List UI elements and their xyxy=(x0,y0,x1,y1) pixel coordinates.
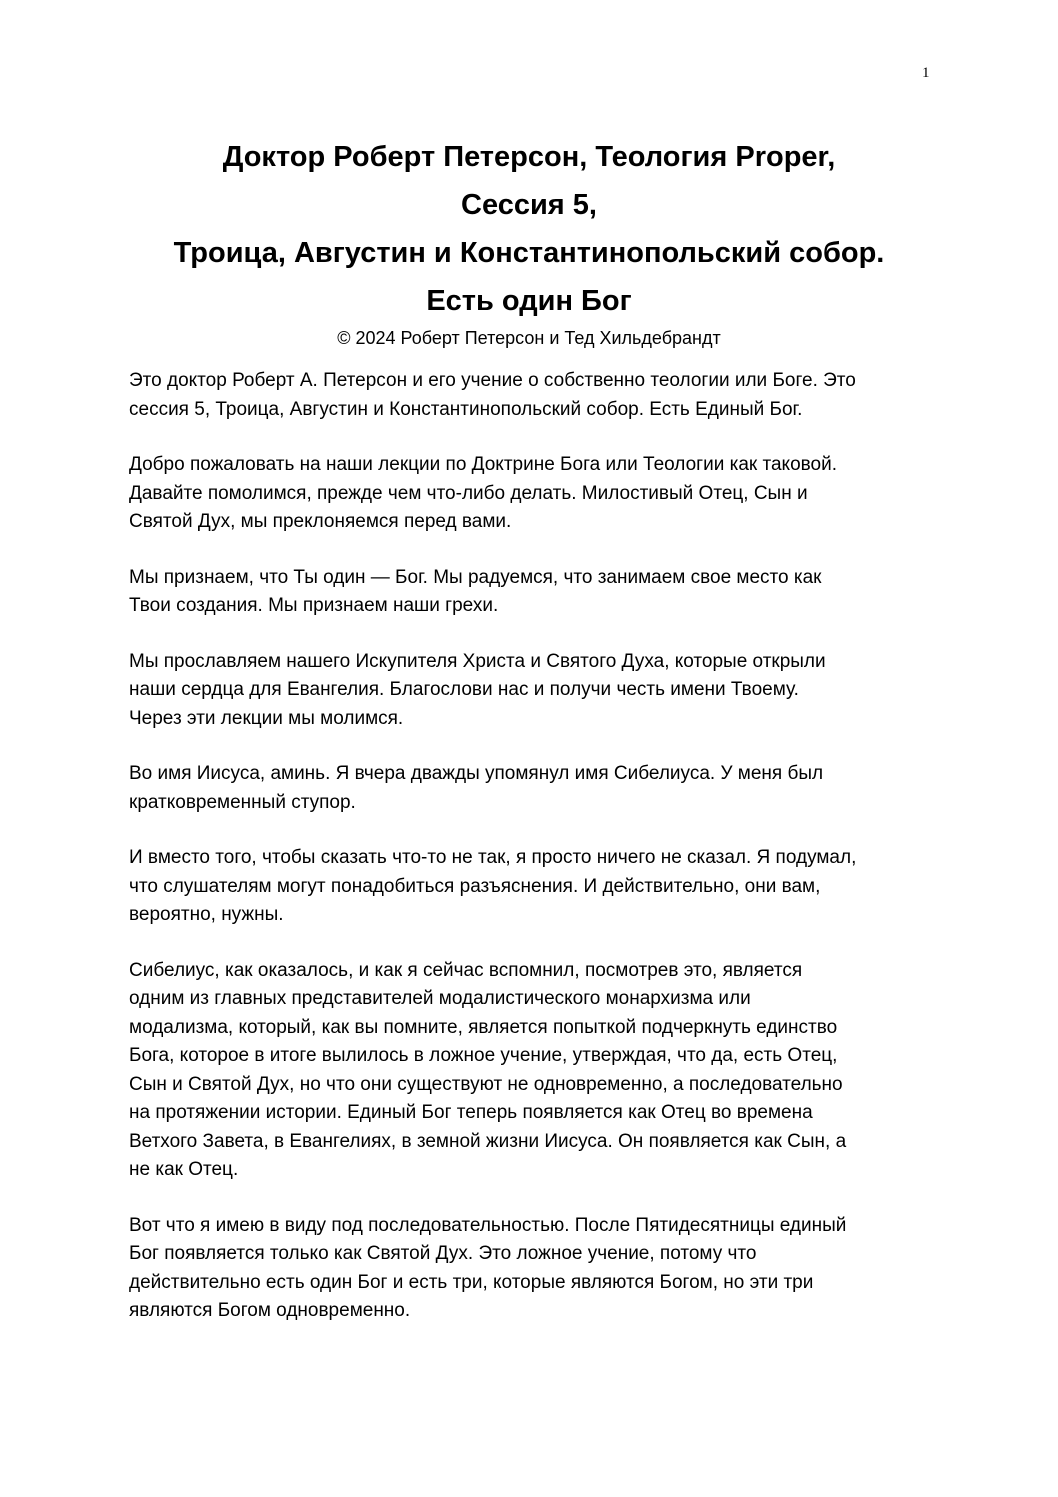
text-line: Сибелиус, как оказалось, и как я сейчас вспомнил, посмотрев это, является xyxy=(129,959,803,981)
text-line: Добро пожаловать на наши лекции по Доктрине Бога или Теологии как таковой. xyxy=(129,454,837,475)
text-line: Через эти лекции мы молимся. xyxy=(129,707,404,729)
paragraph xyxy=(129,564,969,621)
text-line: Мы прославляем нашего Искупителя Христа и Святого Духа, которые открыли xyxy=(129,650,826,672)
body-text xyxy=(129,367,969,1353)
title-line: Есть один Бог xyxy=(426,285,632,317)
text-line: что слушателям могут понадобиться разъяснения. И действительно, они вам, xyxy=(129,875,821,897)
paragraph xyxy=(129,1212,969,1326)
text-line: И вместо того, чтобы сказать что-то не так, я просто ничего не сказал. Я подумал, xyxy=(129,847,857,868)
text-line: одним из главных представителей модалистического монархизма или xyxy=(129,988,751,1009)
text-line: Вот что я имею в виду под последовательностью. После Пятидесятницы единый xyxy=(129,1214,847,1236)
copyright-notice: © 2024 Роберт Петерсон и Тед Хильдебрандт xyxy=(337,328,721,348)
title-line: Доктор Роберт Петерсон, Теология Proper, xyxy=(222,141,836,173)
paragraph xyxy=(129,451,969,537)
text-line: являются Богом одновременно. xyxy=(129,1300,411,1321)
text-line: Давайте помолимся, прежде чем что-либо делать. Милостивый Отец, Сын и xyxy=(129,482,808,504)
text-line: Бог появляется только как Святой Дух. Это ложное учение, потому что xyxy=(129,1243,757,1264)
paragraph xyxy=(129,957,969,1185)
text-line: на протяжении истории. Единый Бог теперь появляется как Отец во времена xyxy=(129,1102,813,1123)
text-line: действительно есть один Бог и есть три, которые являются Богом, но эти три xyxy=(129,1271,814,1293)
page-number: 1 xyxy=(922,65,930,81)
text-line: Ветхого Завета, в Евангелиях, в земной жизни Иисуса. Он появляется как Сын, а xyxy=(129,1130,847,1152)
text-line: наши сердца для Евангелия. Благослови нас и получи честь имени Твоему. xyxy=(129,679,799,700)
text-line: вероятно, нужны. xyxy=(129,904,284,925)
text-line: Сын и Святой Дух, но что они существуют не одновременно, а последовательно xyxy=(129,1073,843,1095)
text-line: Твои создания. Мы признаем наши грехи. xyxy=(129,595,499,616)
paragraph xyxy=(129,760,969,817)
paragraph xyxy=(129,648,969,734)
paragraph xyxy=(129,844,969,930)
text-line: Святой Дух, мы преклоняемся перед вами. xyxy=(129,511,512,532)
text-line: не как Отец. xyxy=(129,1159,239,1180)
title-line: Троица, Августин и Константинопольский собор. xyxy=(173,237,885,269)
text-line: модализма, который, как вы помните, является попыткой подчеркнуть единство xyxy=(129,1016,838,1038)
text-line: Бога, которое в итоге вылилось в ложное учение, утверждая, что да, есть Отец, xyxy=(129,1045,838,1066)
paragraph xyxy=(129,367,969,424)
text-line: кратковременный ступор. xyxy=(129,791,356,813)
text-line: сессия 5, Троица, Августин и Константинопольский собор. Есть Единый Бог. xyxy=(129,398,803,420)
text-line: Мы признаем, что Ты один — Бог. Мы радуемся, что занимаем свое место как xyxy=(129,566,822,588)
title-line: Сессия 5, xyxy=(461,189,597,221)
text-line: Во имя Иисуса, аминь. Я вчера дважды упомянул имя Сибелиуса. У меня был xyxy=(129,763,824,784)
text-line: Это доктор Роберт А. Петерсон и его учение о собственно теологии или Боге. Это xyxy=(129,370,856,391)
document-title xyxy=(100,133,958,351)
